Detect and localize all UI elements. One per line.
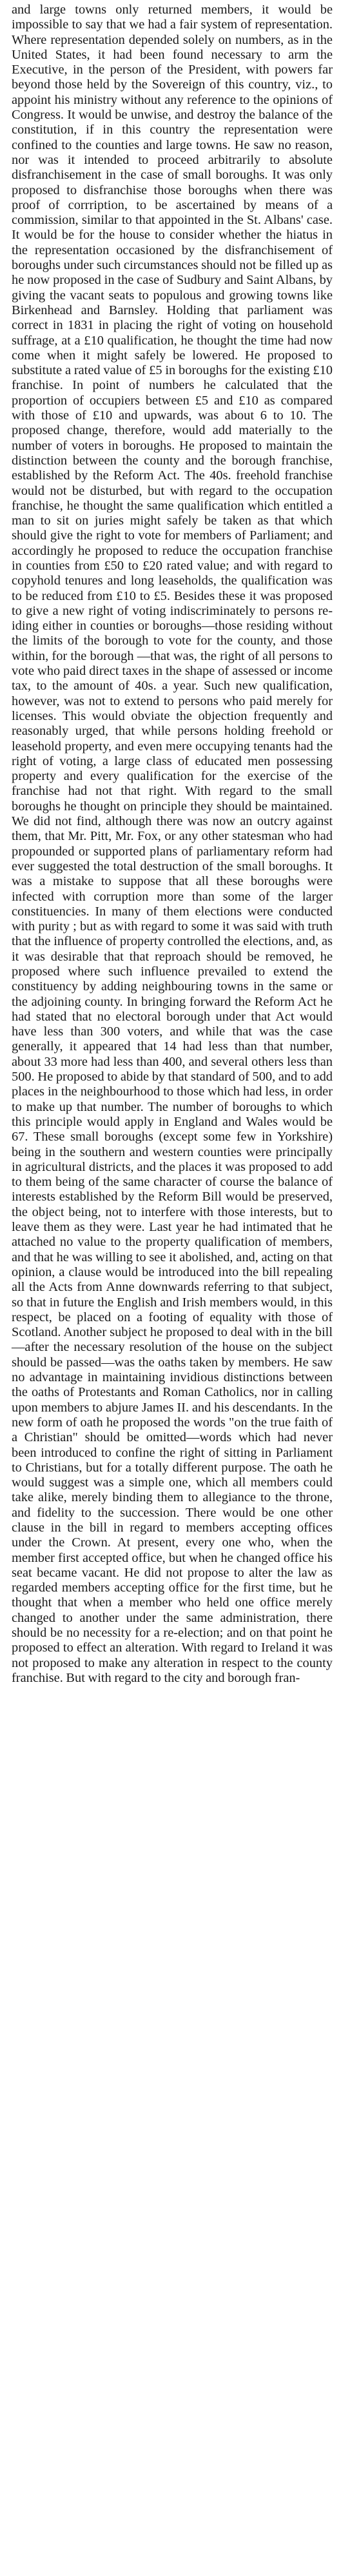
article-column (12, 3, 333, 1686)
article-body-paragraph: and large towns only returned members, it would be impossible to say that we had a fair system of representation. Where representation depended solely on numbers, as in the United States, it had been found necessary to arm the Executive, in the person of the President, with powers far beyond those held by the Sovereign of this country, viz., to appoint his ministry without any reference to the opinions of Congress. It would be unwise, and destroy the balance of the constitution, if in this country the representation were confined to the counties and large towns. He saw no reason, nor was it intended to proceed arbitrarily to absolute disfranchisement in the case of small boroughs. It was only proposed to disfranchise those boroughs when there was proof of corrription, to be ascertained by means of a commission, similar to that appointed in the St. Albans' case. It would be for the house to consider whether the hiatus in the representation occasioned by the disfranchisement of boroughs under such circumstances should not be filled up as he now proposed in the case of Sudbury and Saint Albans, by giving the vacant seats to populous and growing towns like Birkenhead and Barnsley. Holding that parliament was correct in 1831 in placing the right of voting on household suffrage, at a £10 qualification, he thought the time had now come when it might safely be lowered. He proposed to substitute a rated value of £5 in boroughs for the existing £10 franchise. In point of numbers he calculated that the proportion of occupiers between £5 and £10 as compared with those of £10 and upwards, was about 6 to 10. The proposed change, therefore, would add materially to the number of voters in boroughs. He proposed to maintain the distinction between the county and the borough franchise, established by the Reform Act. The 40s. freehold franchise would not be disturbed, but with regard to the occupation franchise, he thought the same qualification which entitled a man to sit on juries might safely be taken as that which should give the right to vote for members of Parliament; and accordingly he proposed to reduce the occupation franchise in counties from £50 to £20 rated value; and with regard to copyhold tenures and long leaseholds, the qualification was to be reduced from £10 to £5. Besides these it was proposed to give a new right of voting indiscriminately to persons re-iding either in counties or boroughs—those residing without the limits of the borough to vote for the county, and those within, for the borough —that was, the right of all persons to vote who paid direct taxes in the shape of assessed or income tax, to the amount of 40s. a year. Such new qualification, however, was not to extend to persons who paid merely for licenses. This would obviate the objection frequently and reasonably urged, that while persons holding freehold or leasehold property, and even mere occupying tenants had the right of voting, a large class of educated men possessing property and every qualification for the exercise of the franchise had not that right. With regard to the small boroughs he thought on principle they should be maintained. We did not find, although there was now an outcry against them, that Mr. Pitt, Mr. Fox, or any other statesman who had propounded or supported plans of parliamentary reform had ever suggested the total destruction of the small boroughs. It was a mistake to suppose that all these boroughs were infected with corruption more than some of the larger constituencies. In many of them elections were conducted with purity ; but as with regard to some it was said with truth that the influence of property controlled the elections, and, as it was desirable that that reproach should be removed, he proposed where such influence prevailed to extend the constituency by adding neighbouring towns in the same or the adjoining county. In bringing forward the Reform Act he had stated that no electoral borough under that Act would have less than 300 voters, and while that was the case generally, it appeared that 14 had less than that number, about 33 more had less than 400, and several others less than 500. He proposed to abide by that standard of 500, and to add places in the neighbourhood to those which had less, in order to make up that number. The number of boroughs to which this principle would apply in England and Wales would be 67. These small boroughs (except some few in Yorkshire) being in the southern and western counties were principally in agricultural districts, and the places it was proposed to add to them being of the same character of course the balance of interests established by the Reform Bill would be preserved, the object being, not to interfere with those interests, but to leave them as they were. Last year he had intimated that he attached no value to the property qualification of members, and that he was willing to see it abolished, and, acting on that opinion, a clause would be introduced into the bill repealing all the Acts from Anne downwards referring to that subject, so that in future the English and Irish members would, in this respect, be placed on a footing of equality with those of Scotland. Another subject he proposed to deal with in the bill—after the necessary resolution of the house on the subject should be passed—was the oaths taken by members. He saw no advantage in maintaining invidious distinctions between the oaths of Protestants and Roman Catholics, nor in calling upon members to abjure James II. and his descendants. In the new form of oath he proposed the words "on the true faith of a Christian" should be omitted—words which had never been introduced to confine the right of sitting in Parliament to Christians, but for a totally different purpose. The oath he would suggest was a simple one, which all members could take alike, merely binding them to allegiance to the throne, and fidelity to the succession. There would be one other clause in the bill in regard to members accepting offices under the Crown. At present, every one who, when the member first accepted office, but when he changed office his seat became vacant. He did not propose to alter the law as regarded members accepting office for the first time, but he thought that when a member who held one office merely changed to another under the same administration, there should be no necessity for a re-election; and on that point he proposed to effect an alteration. With regard to Ireland it was not proposed to make any alteration in respect to the county franchise. But with regard to the city and borough fran- (12, 3, 333, 1685)
